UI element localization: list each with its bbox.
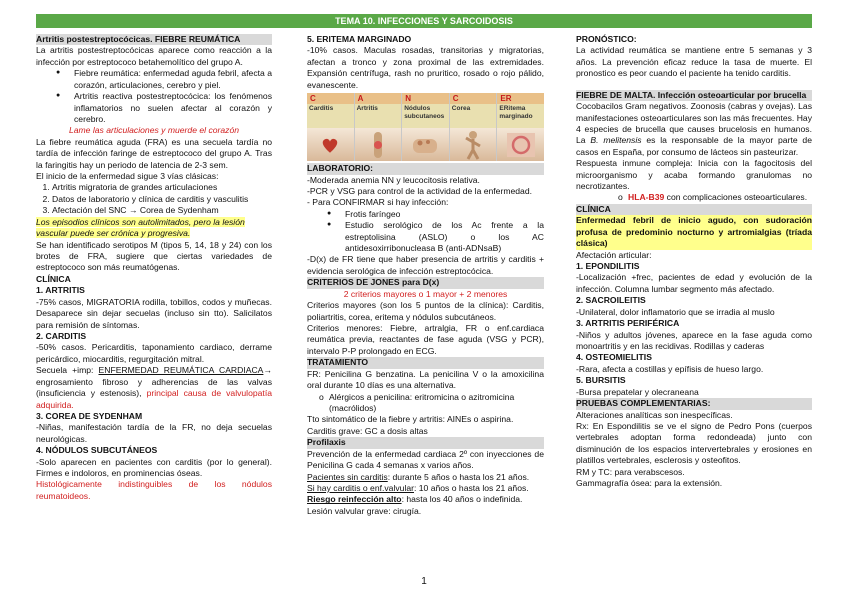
list-item: 2. Datos de laboratorio y clínica de carditis y vasculitis bbox=[52, 194, 272, 205]
text-run: con complicaciones osteoarticulares. bbox=[664, 192, 808, 203]
paragraph: -10% casos. Maculas rosadas, transitorias y migratorias, afectan a tronco y zona proximal de las extremidades. Expansión centrífuga, rash no pruritico, rosado o rojo pálido, evanescente. bbox=[307, 45, 544, 90]
numbered-list bbox=[36, 182, 272, 216]
subheading: 2. CARDITIS bbox=[36, 330, 87, 341]
paragraph bbox=[307, 494, 544, 505]
paragraph: -Niños y adultos jóvenes, aparece en la fase aguda como monoartritis y en las recidivas. Rodillas y caderas bbox=[576, 329, 812, 351]
page-number: 1 bbox=[421, 576, 427, 587]
subheading: 1. ARTRITIS bbox=[36, 285, 85, 296]
column-1 bbox=[36, 34, 272, 502]
paragraph: Respuesta inmune compleja: Inicia con la fagocitosis del microorganismo y acaba formando granulomas no necrotizantes. bbox=[576, 158, 812, 192]
figure-label: Artritis bbox=[355, 104, 402, 128]
list-item: o Alérgicos a penicilina: eritromicina o azitromicina (macrólidos) bbox=[329, 392, 544, 415]
text-run: es la responsable de la mayor parte de casos en España, por consumo de lácteos sin pasteurizar. bbox=[576, 135, 812, 157]
paragraph: Gammagrafía ósea: para la extensión. bbox=[576, 478, 723, 489]
paragraph: Afectación articular: bbox=[576, 249, 652, 260]
paragraph: -Rara, afecta a costillas y epífisis de hueso largo. bbox=[576, 363, 764, 374]
section-heading-pronostico: PRONÓSTICO: bbox=[576, 34, 637, 44]
paragraph: Criterios mayores (son los 5 puntos de la clínica): Carditis, poliartritis, corea, eritema y nódulos subcutáneos. bbox=[307, 300, 544, 322]
paragraph: El inicio de la enfermedad sigue 3 vías clásicas: bbox=[36, 171, 219, 182]
paragraph bbox=[36, 365, 272, 411]
text-run: : hasta los 40 años o indefinida. bbox=[401, 494, 523, 505]
subheading: 4. OSTEOMIELITIS bbox=[576, 352, 652, 363]
page-title-bar bbox=[36, 14, 812, 28]
section-heading-fiebre-malta: FIEBRE DE MALTA. Infección osteoarticular por brucella bbox=[576, 90, 812, 101]
paragraph bbox=[307, 472, 544, 483]
paragraph: Alteraciones analíticas son inespecíficas. bbox=[576, 409, 733, 420]
text-run: → engrosamiento fibroso y adherencias de las valvas (insuficiencia y estenosis), bbox=[36, 365, 272, 399]
sub-list bbox=[576, 192, 812, 203]
text-run: : durante 5 años o hasta los 21 años. bbox=[387, 471, 530, 482]
paragraph: -Bursa prepatelar y olecraneana bbox=[576, 386, 699, 397]
text-run: : 10 años o hasta los 21 años. bbox=[414, 482, 529, 493]
paragraph bbox=[576, 101, 812, 158]
figure-label: Corea bbox=[450, 104, 497, 128]
section-heading-criterios: CRITERIOS DE JONES para D(x) bbox=[307, 277, 544, 288]
list-item bbox=[628, 192, 812, 203]
figure-letter: A bbox=[355, 93, 402, 104]
text-run: B. melitensis bbox=[585, 135, 642, 146]
figure-cell bbox=[354, 93, 402, 161]
paragraph bbox=[307, 483, 544, 494]
section-heading-fiebre-reumatica: Artritis postestreptocócicas. FIEBRE REUMÁTICA bbox=[36, 34, 272, 45]
spacer bbox=[576, 80, 812, 90]
list-item: ● Frotis faríngeo bbox=[345, 209, 544, 220]
text-run: ENFERMEDAD REUMÁTICA CARDIACA bbox=[98, 365, 264, 376]
paragraph: La fiebre reumática aguda (FRA) es una secuela tardía no tardía de infección faringe de estreptococo del grupo A. Tras la faringitis hay un periodo de latencia de 2-3 sem. bbox=[36, 136, 272, 170]
section-heading-laboratorio: LABORATORIO: bbox=[307, 163, 544, 174]
column-3 bbox=[576, 34, 812, 489]
paragraph: -Niñas, manifestación tardía de la FR, no deja secuelas neurológicas. bbox=[36, 422, 272, 444]
paragraph: Tto sintomático de la fiebre y artritis: AINEs o aspirina. bbox=[307, 414, 514, 425]
mnemonic-quote: Lame las articulaciones y muerde el corazón bbox=[68, 125, 240, 136]
text-run: Riesgo reinfección alto bbox=[307, 494, 402, 505]
text-run: principal causa de valvulopatía adquirida. bbox=[36, 388, 272, 410]
list-item: ● Estudio serológico de los Ac frente a la estreptolisina (ASLO) o los AC antidesoxirribonucleasa B (anti-ADNsaB) bbox=[345, 220, 544, 254]
section-heading-profilaxis: Profilaxis bbox=[307, 437, 544, 448]
paragraph: Se han identificado serotipos M (tipos 5, 14, 18 y 24) con los brotes de FRA, sugiere que ciertas variedades de estreptococo son más reumatógenas. bbox=[36, 239, 272, 273]
paragraph: FR: Penicilina G benzatina. La penicilina V o la amoxicilina oral durante 10 días es una alternativa. bbox=[307, 368, 544, 391]
chorea-image bbox=[450, 128, 497, 161]
paragraph: Carditis grave: GC a dosis altas bbox=[307, 425, 428, 436]
heart-image bbox=[307, 128, 354, 161]
paragraph: -Solo aparecen en pacientes con carditis (por lo general). Firmes e indoloros, en prominencias óseas. bbox=[36, 456, 272, 479]
figure-cell bbox=[401, 93, 449, 161]
paragraph: -PCR y VSG para control de la actividad de la enfermedad. bbox=[307, 185, 532, 196]
subheading: 3. COREA DE SYDENHAM bbox=[36, 410, 143, 421]
paragraph: -Moderada anemia NN y leucocitosis relativa. bbox=[307, 174, 480, 185]
paragraph: Lesión valvular grave: cirugía. bbox=[307, 505, 422, 516]
paragraph: -Unilateral, dolor inflamatorio que se irradia al muslo bbox=[576, 306, 775, 317]
figure-cell bbox=[307, 93, 354, 161]
highlight-a: Los episodios clínicos son autolimitados bbox=[36, 216, 189, 227]
paragraph: Prevención de la enfermedad cardiaca 2º con inyecciones de Penicilina G cada 4 semanas x varios años. bbox=[307, 448, 544, 471]
paragraph: La actividad reumática se mantiene entre 5 semanas y 3 años. La prevención eficaz reduce la tasa de muerte. El pronostico es peor cuando el paciente ha tenido carditis. bbox=[576, 45, 812, 79]
figure-letter: ER bbox=[497, 93, 544, 104]
sub-list bbox=[307, 392, 544, 415]
text-run: HLA-B39 bbox=[628, 192, 665, 203]
text-run: Pacientes sin carditis bbox=[307, 471, 388, 482]
section-heading-tratamiento: TRATAMIENTO bbox=[307, 357, 544, 368]
subheading: 1. EPONDILITIS bbox=[576, 261, 640, 272]
highlighted-note: Enfermedad febril de inicio agudo, con sudoración profusa de predominio nocturno y artromialgias (tríada clásica) bbox=[576, 215, 812, 249]
paragraph: La artritis postestreptocócicas aparece como reacción a la infección por estreptococo betahemolítico del grupo A. bbox=[36, 45, 272, 67]
list-item: ● Artritis reactiva postestreptocócica: los fenómenos inflamatorios no suelen afectar al corazón y cerebro. bbox=[74, 91, 272, 125]
subheading: 5. BURSITIS bbox=[576, 375, 626, 386]
highlight-b: , pero la lesión vascular puede ser crónica y progresiva. bbox=[36, 216, 245, 239]
page-title: TEMA 10. INFECCIONES Y SARCOIDOSIS bbox=[335, 16, 513, 26]
figure-cell bbox=[449, 93, 497, 161]
section-heading-clinica: CLÍNICA bbox=[36, 273, 71, 284]
paragraph: - Para CONFIRMAR si hay infección: bbox=[307, 197, 449, 208]
figure-letter: C bbox=[450, 93, 497, 104]
section-heading-clinica: CLÍNICA bbox=[576, 204, 812, 215]
rash-image bbox=[497, 128, 544, 161]
text-run: Secuela +imp: bbox=[36, 365, 99, 376]
criteria-rule: 2 criterios mayores o 1 mayor + 2 menores bbox=[343, 288, 508, 299]
figure-letter: C bbox=[307, 93, 354, 104]
paragraph: -Localización +frec, pacientes de edad y evolución de la infección. Columna lumbar segmento más afectado. bbox=[576, 272, 812, 294]
list-item: 3. Afectación del SNC → Corea de Sydenham bbox=[52, 205, 272, 216]
column-2 bbox=[307, 34, 544, 517]
paragraph: -D(x) de FR tiene que haber presencia de artritis y carditis + evidencia serológica de infección estreptocócica. bbox=[307, 254, 544, 276]
figure-label: Nódulos subcutaneos bbox=[402, 104, 449, 128]
subheading: 5. ERITEMA MARGINADO bbox=[307, 34, 412, 44]
section-heading-pruebas: PRUEBAS COMPLEMENTARIAS: bbox=[576, 398, 812, 409]
bullet-list bbox=[307, 209, 544, 255]
subheading: 4. NÓDULOS SUBCUTÁNEOS bbox=[36, 445, 158, 456]
figure-letter: N bbox=[402, 93, 449, 104]
subheading: 3. ARTRITIS PERIFÉRICA bbox=[576, 318, 680, 329]
paragraph: -75% casos, MIGRATORIA rodilla, tobillos, codos y muñecas. Desaparece sin dejar secuelas (incluso sin tto). Salicilatos para remisión de síntomas. bbox=[36, 296, 272, 330]
highlighted-note bbox=[36, 217, 272, 240]
paragraph: Criterios menores: Fiebre, artralgia, FR o enf.cardiaca reumática previa, reactantes de fase aguda (VSG y PCR), intervalo P-P prolongado en ECG. bbox=[307, 323, 544, 356]
subheading: 2. SACROILEITIS bbox=[576, 295, 646, 306]
nodules-image bbox=[402, 128, 449, 161]
figure-label: Carditis bbox=[307, 104, 354, 128]
joints-image bbox=[355, 128, 402, 161]
paragraph: RM y TC: para verabscesos. bbox=[576, 466, 685, 477]
text-run: Si hay carditis o enf.valvular bbox=[307, 482, 414, 493]
paragraph: Histológicamente indistinguibles de los nódulos reumatoideos. bbox=[36, 479, 272, 501]
paragraph: -50% casos. Pericarditis, taponamiento cardiaco, derrame pericárdico, miocarditis, regurgitación mitral. bbox=[36, 342, 272, 364]
list-item: ● Fiebre reumática: enfermedad aguda febril, afecta a corazón, articulaciones, cerebro y piel. bbox=[74, 68, 272, 91]
list-item: 1. Artritis migratoria de grandes articulaciones bbox=[52, 182, 272, 193]
bullet-list bbox=[36, 68, 272, 125]
cancer-mnemonic-figure bbox=[307, 93, 544, 161]
figure-cell bbox=[496, 93, 544, 161]
figure-label: ERitema marginado bbox=[497, 104, 544, 128]
paragraph: Rx: En Espondilitis se ve el signo de Pedro Pons (cuerpos vertebrales adoptan forma redondeada) junto con disminución de los espacios intervertebrales y erosiones en platillos vertebrales, esclerosis y osteofitos. bbox=[576, 420, 812, 466]
text-run: Cocobacilos Gram negativos. Zoonosis (cabras y ovejas). Las manifestaciones osteoarticulares son las más frecuentes. Hay 4 especies de brucella que causes brucelosis en humanos. La bbox=[576, 101, 812, 146]
